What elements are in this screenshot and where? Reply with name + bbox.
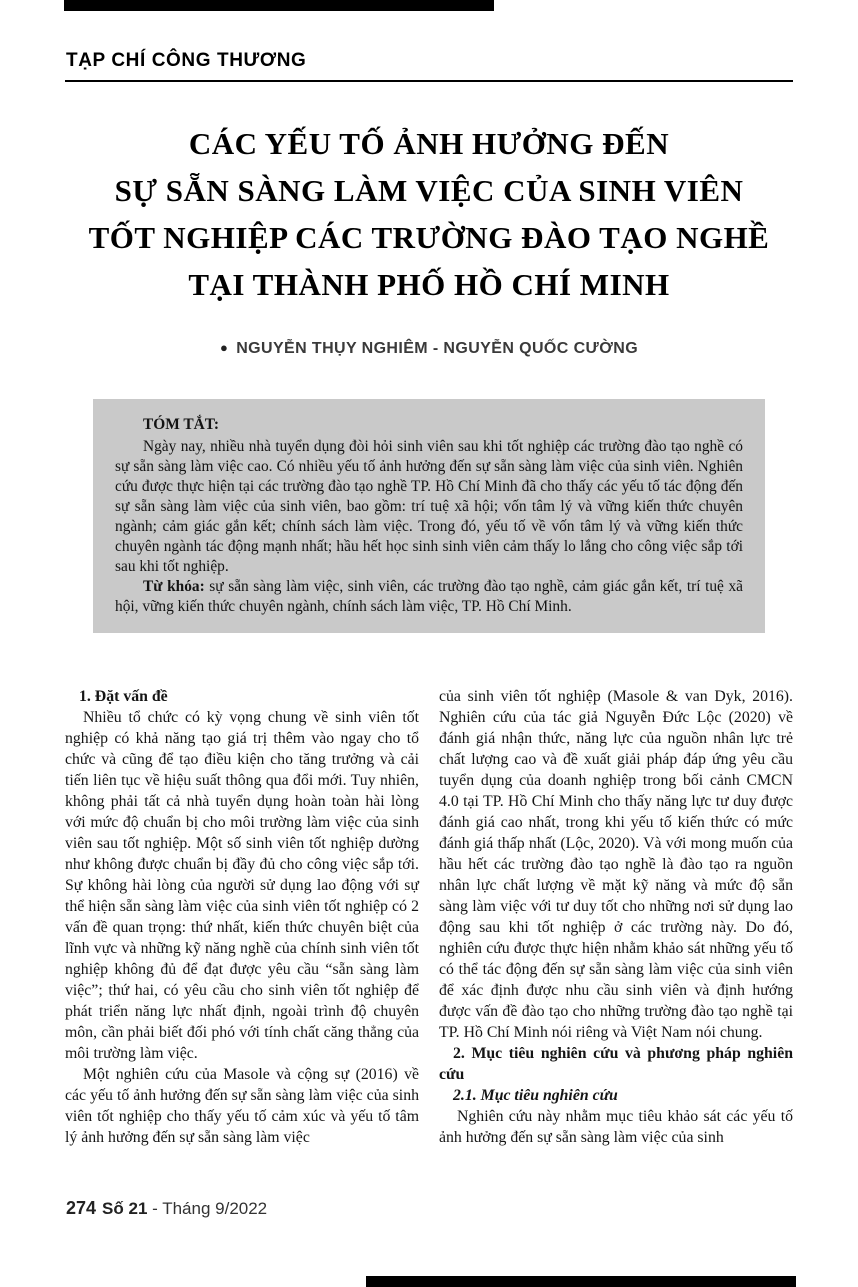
journal-masthead: TẠP CHÍ CÔNG THƯƠNG — [66, 50, 307, 71]
page-footer — [66, 1198, 267, 1219]
bullet-icon: ● — [219, 340, 229, 355]
section-2-heading: 2. Mục tiêu nghiên cứu và phương pháp nghiên cứu — [439, 1045, 793, 1083]
title-line-1: CÁC YẾU TỐ ẢNH HƯỞNG ĐẾN — [188, 126, 670, 161]
section-1-heading: 1. Đặt vấn đề — [79, 688, 168, 705]
section-2-1-paragraph: Nghiên cứu này nhằm mục tiêu khảo sát các yếu tố ảnh hưởng đến sự sẵn sàng làm việc của sinh — [439, 1108, 793, 1146]
article-body — [65, 686, 793, 1148]
authors-line — [0, 340, 858, 358]
abstract-keywords — [115, 577, 743, 617]
abstract-box — [93, 399, 765, 633]
keywords-text: sự sẵn sàng làm việc, sinh viên, các trường đào tạo nghề, cảm giác gắn kết, trí tuệ xã hội, vững kiến thức chuyên ngành, chính sách làm việc, TP. Hồ Chí Minh. — [115, 578, 743, 615]
title-line-4: TẠI THÀNH PHỐ HỒ CHÍ MINH — [188, 267, 670, 302]
continuation-paragraph: của sinh viên tốt nghiệp (Masole & van Dyk, 2016). Nghiên cứu của tác giả Nguyễn Đức Lộc (2020) về đánh giá nhận thức, năng lực của nguồn nhân lực trẻ chất lượng cao và đề xuất giải pháp đáp ứng yêu cầu tuyển dụng của doanh nghiệp trong bối cảnh CMCN 4.0 tại TP. Hồ Chí Minh cho thấy năng lực tư duy được đánh giá cao nhất, trong khi yếu tố kiến thức có mức đánh giá thấp nhất (Lộc, 2020). Và với mong muốn của hầu hết các trường đào tạo nghề là đào tạo ra nguồn nhân lực chất lượng về mặt kỹ năng và mức độ sẵn sàng làm việc với tư duy tốt cho những nơi sử dụng lao động sau khi tốt nghiệp ở các trường này. Do đó, nghiên cứu được thực hiện nhằm khảo sát những yếu tố có thể tác động đến sự sẵn sàng làm việc của sinh viên để xác định được nhu cầu sinh viên và định hướng được vấn đề đào tạo cho những trường đào tạo nghề tại TP. Hồ Chí Minh nói riêng và Việt Nam nói chung. — [439, 688, 793, 1041]
section-1-paragraph-1: Nhiều tổ chức có kỳ vọng chung về sinh viên tốt nghiệp có khả năng tạo giá trị thêm vào ngay cho tổ chức và cũng để tạo điều kiện cho tăng trưởng và cải tiến liên tục về hiệu suất thông qua đổi mới. Tuy nhiên, không phải tất cả nhà tuyển dụng hoàn toàn hài lòng với mức độ chuẩn bị cho môi trường làm việc của sinh viên sau tốt nghiệp. Một số sinh viên tốt nghiệp dường như không được chuẩn bị đầy đủ cho công việc sắp tới. Sự không hài lòng của người sử dụng lao động với sự thể hiện sẵn sàng làm việc của sinh viên tốt nghiệp có 2 vấn đề quan trọng: thứ nhất, kiến thức chuyên biệt của lĩnh vực và những kỹ năng nghề của chính sinh viên tốt nghiệp không đủ để đạt được yêu cầu “sẵn sàng làm việc”; thứ hai, có yêu cầu cho sinh viên tốt nghiệp để phát triển năng lực nhất định, ngoài trình độ chuyên môn, cần phải biết đối phó với tính chất căng thẳng của môi trường làm việc. — [65, 709, 419, 1062]
top-black-bar — [64, 0, 494, 11]
section-1-paragraph-2: Một nghiên cứu của Masole và cộng sự (2016) về các yếu tố ảnh hưởng đến sự sẵn sàng làm việc của sinh viên tốt nghiệp cho thấy yếu tố cảm xúc và yếu tố tâm lý ảnh hưởng đến sự sẵn sàng làm việc — [65, 1066, 419, 1146]
issue-label: Số 21 — [102, 1199, 148, 1218]
issue-date: - Tháng 9/2022 — [152, 1199, 268, 1218]
masthead-rule — [65, 80, 793, 82]
bottom-black-bar — [366, 1276, 796, 1287]
author-names: NGUYỄN THỤY NGHIÊM - NGUYỄN QUỐC CƯỜNG — [236, 340, 639, 357]
right-column — [439, 686, 793, 1148]
keywords-label: Từ khóa: — [143, 578, 205, 595]
left-column — [65, 686, 419, 1148]
abstract-heading: TÓM TẮT: — [143, 416, 219, 433]
title-line-3: TỐT NGHIỆP CÁC TRƯỜNG ĐÀO TẠO NGHỀ — [88, 220, 770, 255]
page-number: 274 — [66, 1198, 97, 1218]
title-line-2: SỰ SẴN SÀNG LÀM VIỆC CỦA SINH VIÊN — [114, 173, 744, 208]
article-title — [30, 120, 828, 308]
abstract-body: Ngày nay, nhiều nhà tuyển dụng đòi hỏi sinh viên sau khi tốt nghiệp các trường đào tạo nghề có sự sẵn sàng làm việc cao. Có nhiều yếu tố ảnh hưởng đến sự sẵn sàng làm việc của sinh viên. Nghiên cứu được thực hiện tại các trường đào tạo nghề TP. Hồ Chí Minh đã cho thấy các yếu tố tác động đến sự sẵn sàng làm việc của sinh viên, bao gồm: trí tuệ xã hội; vốn tâm lý và vững kiến thức chuyên ngành; cảm giác gắn kết; chính sách làm việc. Trong đó, yếu tố về vốn tâm lý và vững kiến thức chuyên ngành tác động mạnh nhất; hầu hết học sinh sinh viên cảm thấy lo lắng cho công việc sắp tới sau khi tốt nghiệp. — [115, 438, 743, 575]
section-2-1-heading: 2.1. Mục tiêu nghiên cứu — [453, 1087, 618, 1104]
